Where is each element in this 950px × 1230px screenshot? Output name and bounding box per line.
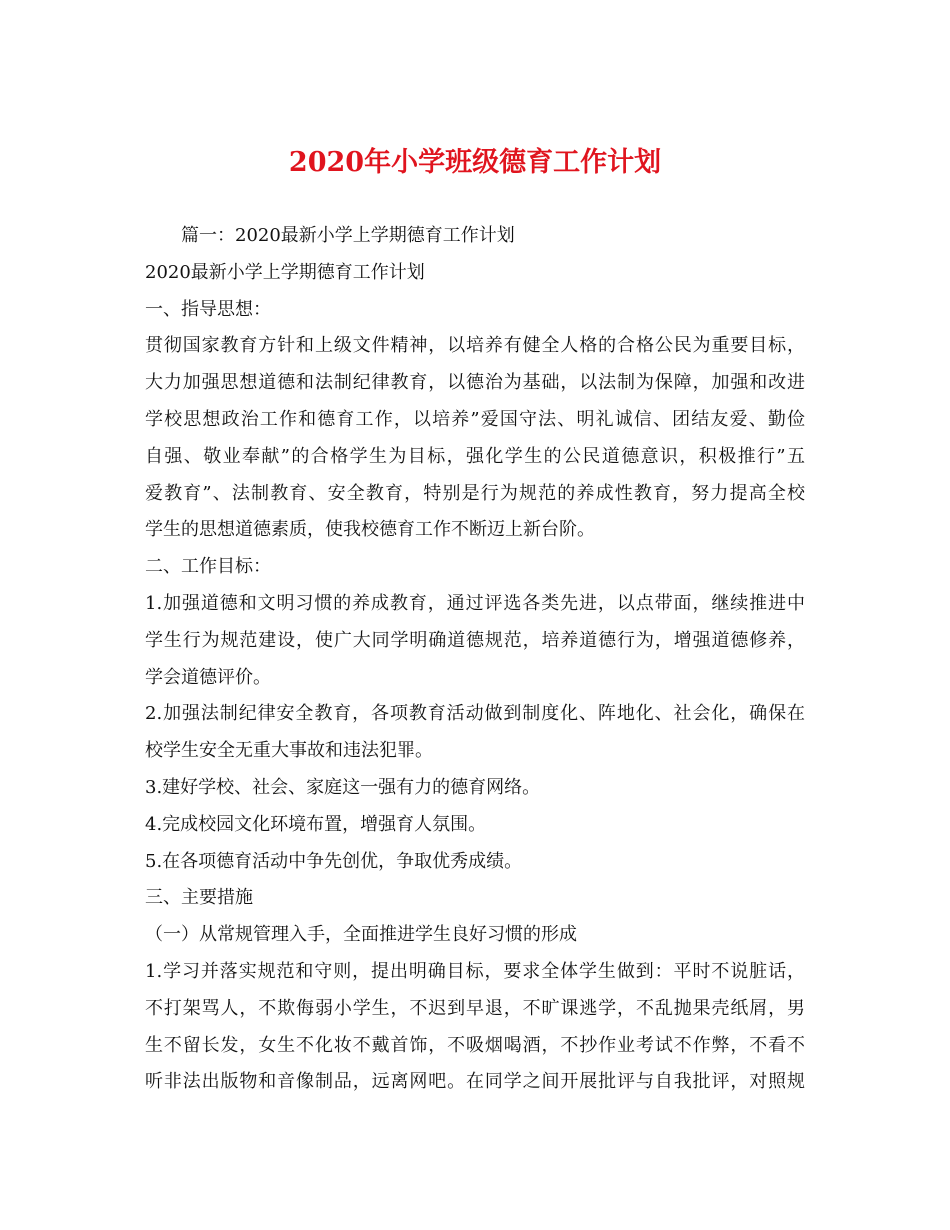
paragraph-line: 3.建好学校、社会、家庭这一强有力的德育网络。 xyxy=(145,776,541,798)
heading-work-goals: 二、工作目标： xyxy=(145,556,271,578)
paragraph-line: 4.完成校园文化环境布置，增强育人氛围。 xyxy=(145,813,487,835)
paragraph-line: 大力加强思想道德和法制纪律教育，以德治为基础，以法制为保障，加强和改进 xyxy=(145,372,805,394)
paragraph-line: 校学生安全无重大事故和违法犯罪。 xyxy=(145,740,433,762)
document-title: 2020年小学班级德育工作计划 xyxy=(288,147,662,178)
heading-guiding-ideas: 一、指导思想： xyxy=(145,298,271,320)
document-body xyxy=(145,218,805,1101)
subheading-line: （一）从常规管理入手，全面推进学生良好习惯的形成 xyxy=(145,924,577,946)
paragraph-line: 学生行为规范建设，使广大同学明确道德规范，培养道德行为，增强道德修养， xyxy=(145,629,805,651)
paragraph-line: 爱教育”、法制教育、安全教育，特别是行为规范的养成性教育，努力提高全校 xyxy=(145,482,805,504)
heading-main-measures: 三、主要措施 xyxy=(145,887,253,909)
subtitle-line: 2020最新小学上学期德育工作计划 xyxy=(145,261,425,283)
paragraph-line: 5.在各项德育活动中争先创优，争取优秀成绩。 xyxy=(145,850,523,872)
section-heading-line: 篇一：2020最新小学上学期德育工作计划 xyxy=(181,225,515,246)
paragraph-line: 贯彻国家教育方针和上级文件精神，以培养有健全人格的合格公民为重要目标， xyxy=(145,335,805,357)
paragraph-line: 学校思想政治工作和德育工作，以培养”爱国守法、明礼诚信、团结友爱、勤俭 xyxy=(145,408,805,430)
paragraph-line: 生不留长发，女生不化妆不戴首饰，不吸烟喝酒，不抄作业考试不作弊，不看不 xyxy=(145,1034,805,1056)
paragraph-line: 1.加强道德和文明习惯的养成教育，通过评选各类先进，以点带面，继续推进中 xyxy=(145,592,805,614)
paragraph-line: 2.加强法制纪律安全教育，各项教育活动做到制度化、阵地化、社会化，确保在 xyxy=(145,703,805,725)
paragraph-line: 自强、敬业奉献”的合格学生为目标，强化学生的公民道德意识，积极推行”五 xyxy=(145,445,805,467)
paragraph-line: 学生的思想道德素质，使我校德育工作不断迈上新台阶。 xyxy=(145,519,595,541)
paragraph-line: 学会道德评价。 xyxy=(145,666,271,688)
paragraph-line: 1.学习并落实规范和守则，提出明确目标，要求全体学生做到：平时不说脏话， xyxy=(145,960,805,982)
paragraph-line: 听非法出版物和音像制品，远离网吧。在同学之间开展批评与自我批评，对照规 xyxy=(145,1071,805,1093)
paragraph-line: 不打架骂人，不欺侮弱小学生，不迟到早退，不旷课逃学，不乱抛果壳纸屑，男 xyxy=(145,997,805,1019)
